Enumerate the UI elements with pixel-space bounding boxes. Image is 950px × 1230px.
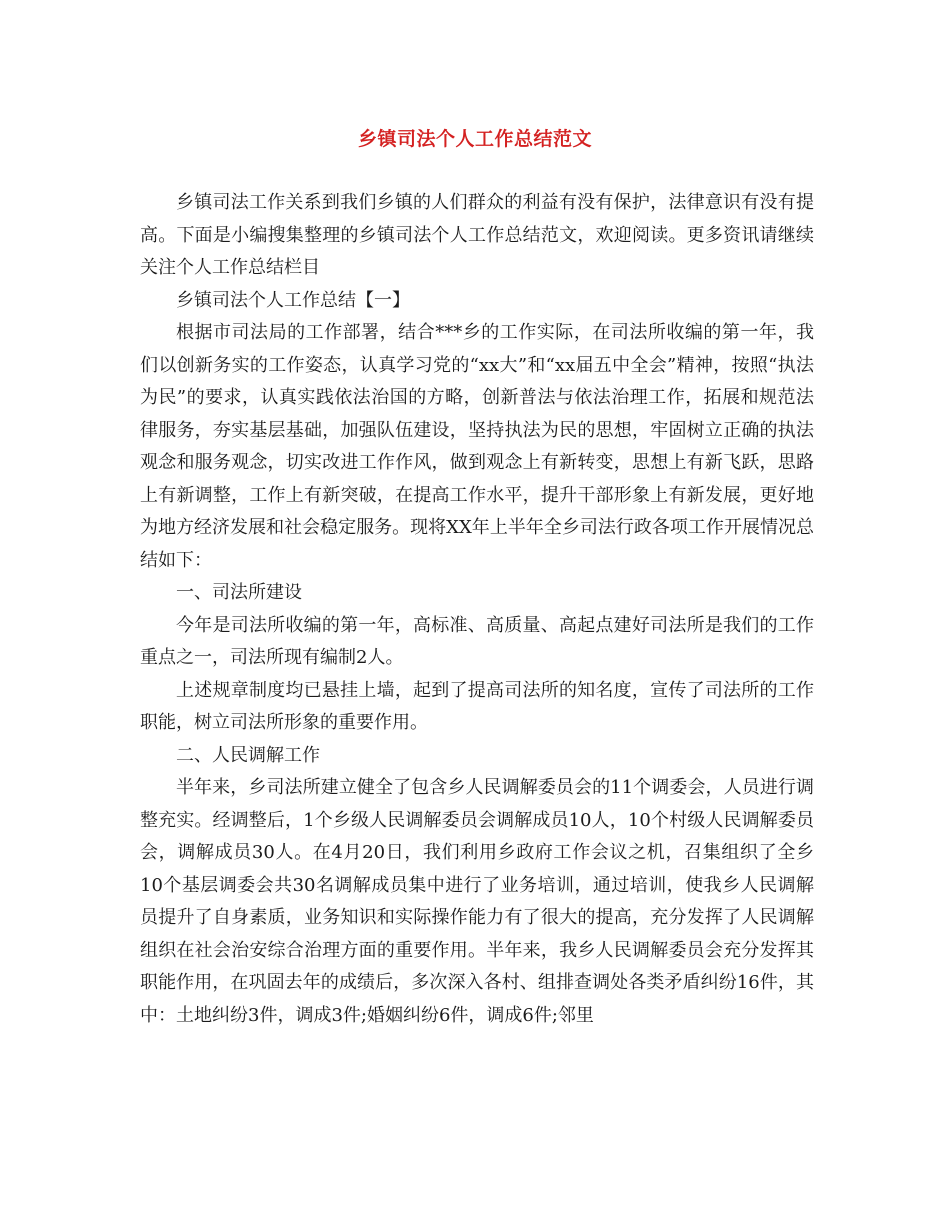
paragraph-judicial-office: 今年是司法所收编的第一年，高标准、高质量、高起点建好司法所是我们的工作重点之一，司法所现有编制2人。 <box>140 614 814 668</box>
paragraph-regulations: 上述规章制度均已悬挂上墙，起到了提高司法所的知名度，宣传了司法所的工作职能，树立司法所形象的重要作用。 <box>140 679 814 733</box>
section-heading-mediation: 二、人民调解工作 <box>176 744 320 766</box>
document-title: 乡镇司法个人工作总结范文 <box>357 128 592 150</box>
section-heading-summary-one: 乡镇司法个人工作总结【一】 <box>176 289 410 311</box>
paragraph-mediation: 半年来，乡司法所建立健全了包含乡人民调解委员会的11个调委会，人员进行调整充实。经调整后，1个乡级人民调解委员会调解成员10人，10个村级人民调解委员会，调解成员30人。在4月20日，我们利用乡政府工作会议之机，召集组织了全乡10个基层调委会共30名调解成员集中进行了业务培训，通过培训，使我乡人民调解员提升了自身素质，业务知识和实际操作能力有了很大的提高，充分发挥了人民调解组织在社会治安综合治理方面的重要作用。半年来，我乡人民调解委员会充分发挥其职能作用，在巩固去年的成绩后，多次深入各村、组排查调处各类矛盾纠纷16件，其中：土地纠纷3件，调成3件;婚姻纠纷6件，调成6件;邻里 <box>140 777 814 1026</box>
section-heading-judicial-office: 一、司法所建设 <box>176 582 302 603</box>
document-body <box>140 187 814 1032</box>
paragraph-intro: 乡镇司法工作关系到我们乡镇的人们群众的利益有没有保护，法律意识有没有提高。下面是小编搜集整理的乡镇司法个人工作总结范文，欢迎阅读。更多资讯请继续关注个人工作总结栏目 <box>140 192 814 278</box>
paragraph-overview: 根据市司法局的工作部署，结合***乡的工作实际，在司法所收编的第一年，我们以创新务实的工作姿态，认真学习党的“xx大”和“xx届五中全会”精神，按照“执法为民”的要求，认真实践依法治国的方略，创新普法与依法治理工作，拓展和规范法律服务，夯实基层基础，加强队伍建设，坚持执法为民的思想，牢固树立正确的执法观念和服务观念，切实改进工作作风，做到观念上有新转变，思想上有新飞跃，思路上有新调整，工作上有新突破，在提高工作水平，提升干部形象上有新发展，更好地为地方经济发展和社会稳定服务。现将XX年上半年全乡司法行政各项工作开展情况总结如下： <box>140 322 814 571</box>
